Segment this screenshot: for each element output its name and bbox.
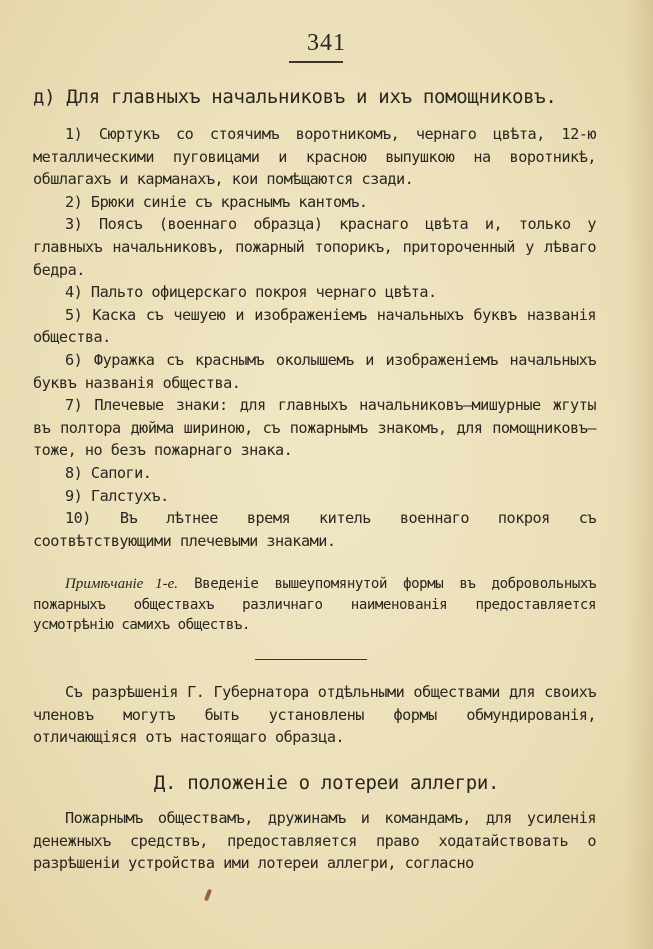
paragraph-lottery: Пожарнымъ обществамъ, дружинамъ и командамъ, для усиленія денежныхъ средствъ, предоставляется право ходатайствовать о разрѣшеніи устройства ими лотереи аллегри, согласно — [33, 809, 596, 873]
page-edge-shadow — [625, 0, 653, 949]
list-item: 10) Въ лѣтнее время китель военнаго покроя съ соотвѣтствующими плечевыми знаками. — [33, 509, 596, 550]
list-item: 6) Фуражка съ краснымъ околышемъ и изображеніемъ начальныхъ буквъ названія общества. — [33, 350, 596, 392]
page-number-underline — [289, 61, 343, 63]
note-label: Примѣчаніе 1-е. — [65, 576, 179, 592]
list-item: 9) Галстухъ. — [65, 486, 169, 505]
list-item: 5) Каска съ чешуею и изображеніемъ начальныхъ буквъ названія общества. — [33, 305, 596, 347]
page-number: 341 — [307, 30, 346, 56]
list-item: 3) Поясъ (военнаго образца) краснаго цвѣта и, только у главныхъ начальниковъ, пожарный топорикъ, притороченный у лѣваго бедра. — [33, 215, 596, 279]
list-item: 1) Сюртукъ со стоячимъ воротникомъ, чернаго цвѣта, 12-ю металлическими пуговицами и красною выпушкою на воротникѣ, обшлагахъ и карманахъ, кои помѣщаются сзади. — [33, 125, 596, 189]
paragraph-permission: Съ разрѣшенія Г. Губернатора отдѣльными обществами для своихъ членовъ могутъ быть установлены формы обмундированія, отличающіяся отъ настоящаго образца. — [33, 683, 596, 747]
note-text: Введеніе вышеупомянутой формы въ добровольныхъ пожарныхъ обществахъ различнаго наименованія предоставляется усмотрѣнію самихъ обществъ. — [33, 576, 596, 633]
section-heading-uniforms: д) Для главныхъ начальниковъ и ихъ помощниковъ. — [33, 86, 557, 108]
list-item: 2) Брюки синіе съ краснымъ кантомъ. — [65, 192, 368, 211]
section-divider — [255, 659, 367, 660]
list-item: 8) Сапоги. — [65, 463, 152, 482]
list-item: 7) Плечевые знаки: для главныхъ начальниковъ—мишурные жгуты въ полтора дюйма шириною, съ пожарнымъ знакомъ, для помощниковъ—тоже, но безъ пожарнаго знака. — [33, 396, 596, 460]
footnote-remark — [33, 574, 596, 636]
uniform-items-list — [33, 123, 596, 552]
ink-stain — [204, 889, 212, 902]
list-item: 4) Пальто офицерскаго покроя чернаго цвѣта. — [65, 283, 437, 302]
section-heading-lottery: Д. положеніе о лотереи аллегри. — [153, 772, 500, 794]
